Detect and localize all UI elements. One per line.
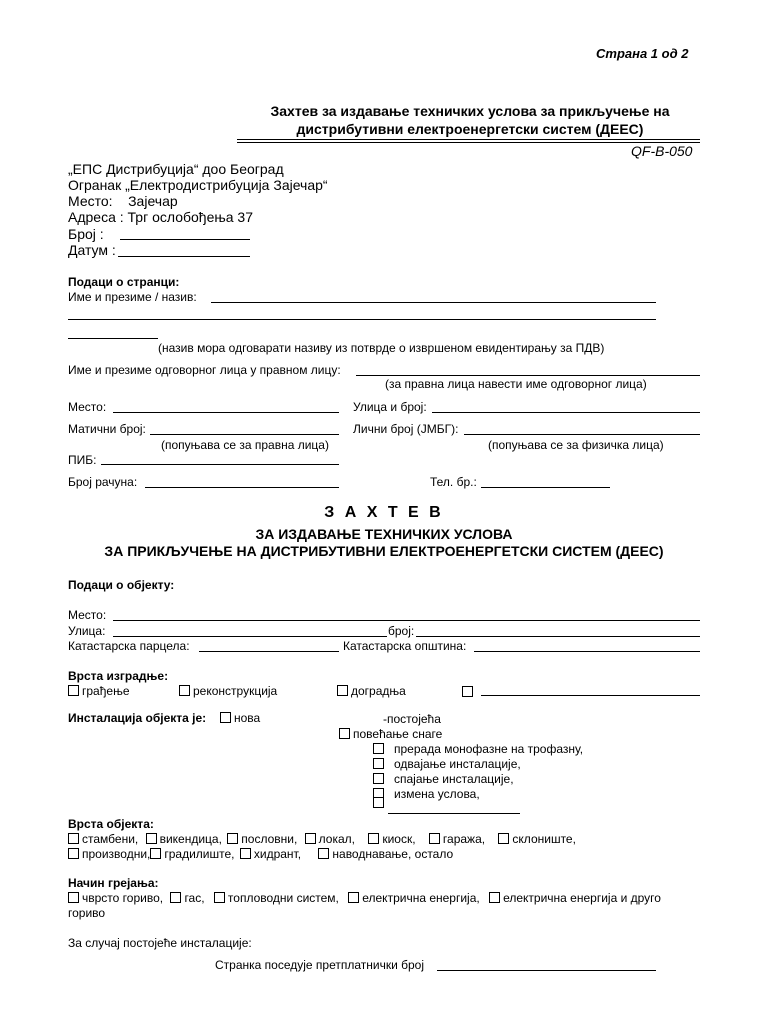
installation-existing-label: -постојећа [383,712,441,726]
object-heading: Подаци о објекту: [68,578,175,592]
heating-gas[interactable]: гас, [170,891,204,905]
reg-number-field[interactable] [150,434,339,435]
heating-continuation: гориво [68,906,106,920]
object-type-row1 [68,832,576,846]
checkbox-icon[interactable] [68,892,79,903]
object-type-row2 [68,847,453,861]
checkbox-icon[interactable] [68,685,79,696]
object-type-kiosk[interactable]: киоск, [368,832,415,846]
installation-sub-option-3[interactable]: спајање инсталације, [373,772,514,786]
checkbox-icon[interactable] [339,728,350,739]
phone-label: Тел. бр.: [430,475,477,489]
checkbox-icon[interactable] [68,848,79,859]
phone-field[interactable] [481,487,610,488]
installation-increase-option[interactable]: повећање снаге [339,727,442,741]
party-name-label: Име и презиме / назив: [68,290,197,304]
object-type-shop[interactable]: локал, [305,832,355,846]
construction-option-other-checkbox[interactable] [462,686,473,697]
installation-new-option[interactable]: нова [220,711,260,725]
recipient-place: Место: Зајечар [68,193,178,209]
object-type-hydrant[interactable]: хидрант, [240,847,301,861]
request-heading: З А Х Т Е В [324,504,444,521]
checkbox-icon[interactable] [150,848,161,859]
parcel-field[interactable] [199,651,339,652]
title-rule-top [237,139,700,140]
request-line2: ЗА ПРИКЉУЧЕЊЕ НА ДИСТРИБУТИВНИ ЕЛЕКТРОЕНЕРГЕТСКИ СИСТЕМ (ДЕЕС) [104,543,664,559]
existing-installation-label: За случај постојеће инсталације: [68,936,252,950]
heating-district[interactable]: топловодни систем, [214,891,339,905]
account-label: Број рачуна: [68,475,138,489]
checkbox-icon[interactable] [146,833,157,844]
party-place-field[interactable] [113,412,339,413]
checkbox-icon[interactable] [373,743,384,754]
checkbox-icon[interactable] [373,758,384,769]
checkbox-icon[interactable] [429,833,440,844]
checkbox-icon[interactable] [170,892,181,903]
personal-id-field[interactable] [464,434,700,435]
recipient-date-label: Датум : [68,242,116,258]
party-street-field[interactable] [432,412,700,413]
object-type-shelter[interactable]: склониште, [498,832,576,846]
object-type-heading: Врста објекта: [68,817,154,831]
object-place-field[interactable] [113,620,700,621]
municipality-field[interactable] [474,651,700,652]
party-street-label: Улица и број: [353,400,427,414]
responsible-person-note: (за правна лица навести име одговорног лица) [385,377,647,391]
responsible-person-label: Име и презиме одговорног лица у правном лицу: [68,363,341,377]
heating-solid-fuel[interactable]: чврсто гориво, [68,891,163,905]
subscriber-number-field[interactable] [437,970,656,971]
heating-options [68,891,661,905]
object-type-irrigation[interactable]: наводнавање, остало [318,847,453,861]
checkbox-icon[interactable] [179,685,190,696]
form-code: QF-B-050 [631,143,693,159]
page-number: Страна 1 од 2 [596,46,689,61]
party-name-field[interactable] [211,302,656,303]
construction-heading: Врста изградње: [68,669,169,683]
installation-sub-option-4[interactable]: измена услова, [373,787,480,801]
municipality-label: Катастарска општина: [343,639,467,653]
installation-sub-option-2[interactable]: одвајање инсталације, [373,757,521,771]
heating-electric[interactable]: електрична енергија, [348,891,480,905]
request-line1: ЗА ИЗДАВАЊЕ ТЕХНИЧКИХ УСЛОВА [255,526,513,542]
checkbox-icon[interactable] [368,833,379,844]
pib-field[interactable] [101,464,339,465]
checkbox-icon[interactable] [489,892,500,903]
checkbox-icon[interactable] [227,833,238,844]
party-name-note: (назив мора одговарати називу из потврде о извршеном евидентирању за ПДВ) [158,341,605,355]
checkbox-icon[interactable] [68,833,79,844]
subscriber-number-label: Странка поседује претплатнички број [215,958,425,972]
responsible-person-field[interactable] [356,375,700,376]
recipient-address: Адреса : Трг ослобођења 37 [68,209,253,225]
checkbox-icon[interactable] [220,712,231,723]
checkbox-icon[interactable] [214,892,225,903]
party-heading: Подаци о странци: [68,275,180,289]
object-street-field[interactable] [113,636,387,637]
document-title-line1: Захтев за издавање техничких услова за прикључење на [270,103,670,119]
recipient-number-field[interactable] [120,239,250,240]
reg-number-label: Матични број: [68,422,146,436]
checkbox-icon[interactable] [305,833,316,844]
construction-option-reconstruction[interactable]: реконструкција [179,684,277,698]
recipient-branch: Огранак „Електродистрибуција Зајечар“ [68,177,328,193]
pib-label: ПИБ: [68,453,97,467]
reg-number-note: (попуњава се за правна лица) [161,438,329,452]
object-type-garage[interactable]: гаража, [429,832,485,846]
installation-other-field[interactable] [388,813,520,814]
personal-id-note: (попуњава се за физичка лица) [488,438,664,452]
checkbox-icon[interactable] [337,685,348,696]
object-number-field[interactable] [416,636,700,637]
checkbox-icon[interactable] [240,848,251,859]
installation-heading: Инсталација објекта је: [68,711,207,725]
parcel-label: Катастарска парцела: [68,639,190,653]
party-name-field-line2[interactable] [68,319,656,320]
heating-electric-and-other[interactable]: електрична енергија и друго [489,891,661,905]
recipient-date-field[interactable] [118,256,250,257]
recipient-company: „ЕПС Дистрибуција“ доо Београд [68,161,284,177]
account-field[interactable] [145,487,339,488]
object-type-construction-site[interactable]: градилиште, [150,847,234,861]
personal-id-label: Лични број (ЈМБГ): [353,422,459,436]
heating-heading: Начин грејања: [68,876,159,890]
checkbox-icon[interactable] [373,773,384,784]
installation-sub-option-1[interactable]: прерада монофазне на трофазну, [373,742,583,756]
installation-sub-option-5-checkbox[interactable] [373,797,384,808]
construction-option-building[interactable]: грађење [68,684,130,698]
object-type-production[interactable]: производни, [68,847,150,861]
construction-option-extension[interactable]: доградња [337,684,406,698]
party-place-label: Место: [68,400,107,414]
checkbox-icon[interactable] [348,892,359,903]
object-type-residential[interactable]: стамбени, [68,832,138,846]
document-title-line2: дистрибутивни електроенергетски систем (ДЕЕС) [296,121,644,137]
object-place-label: Место: [68,608,107,622]
checkbox-icon[interactable] [498,833,509,844]
party-name-field-line3[interactable] [68,338,158,339]
object-type-business[interactable]: пословни, [227,832,297,846]
construction-other-field[interactable] [481,695,700,696]
recipient-number-label: Број : [68,226,104,242]
object-street-label: Улица: [68,624,106,638]
checkbox-icon[interactable] [318,848,329,859]
object-number-label: број: [388,624,415,638]
object-type-cottage[interactable]: викендица, [146,832,222,846]
